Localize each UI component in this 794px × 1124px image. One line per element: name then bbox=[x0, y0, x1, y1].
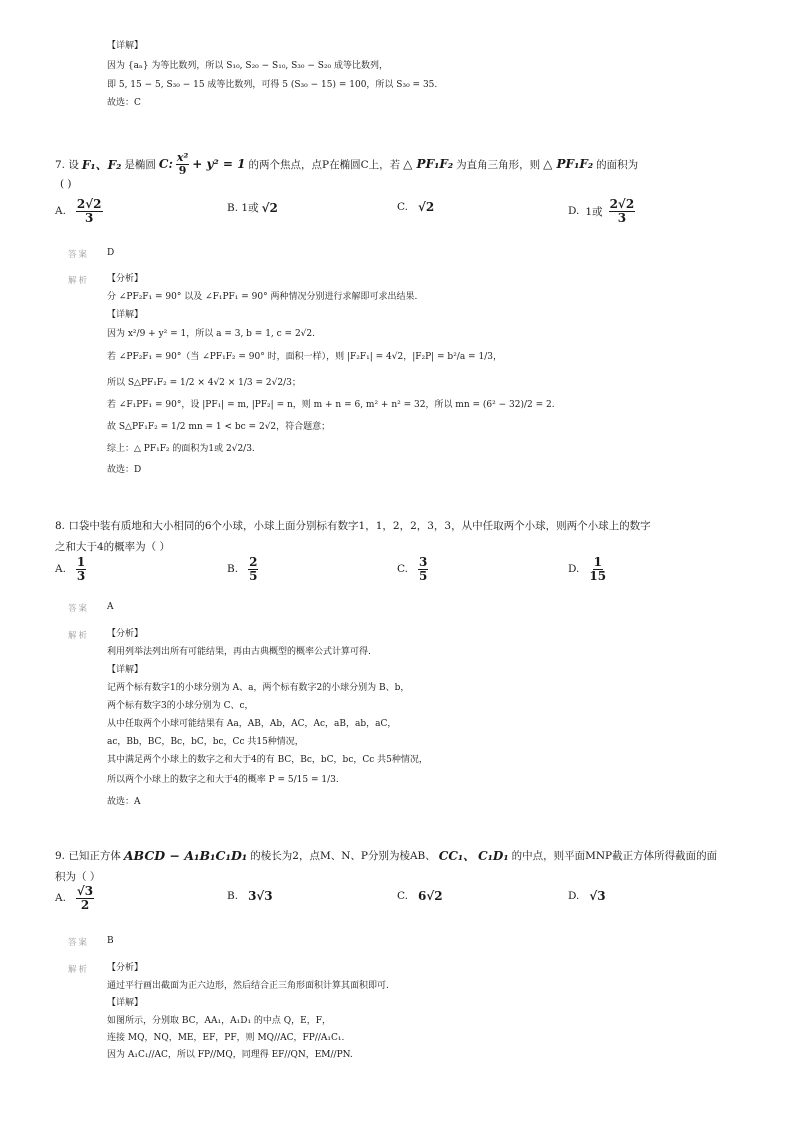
q7-stem-mid2: 的两个焦点，点P在椭圆C上，若 bbox=[248, 158, 401, 171]
q9-stem-line2: 积为（ ） bbox=[55, 871, 101, 883]
q8-opt-d-label: D. bbox=[568, 563, 580, 576]
q7-opt-b-label: B. 1或 bbox=[227, 202, 259, 214]
q9-opt-b-val: 3√3 bbox=[248, 889, 273, 903]
q8-analysis-title: 【分析】 bbox=[107, 629, 144, 639]
q7-stem-mid: 是椭圆 bbox=[124, 158, 156, 171]
q9-opt-b-label: B. bbox=[227, 890, 239, 902]
q7-paren: ( ) bbox=[60, 178, 72, 190]
q9-opt-d-val: √3 bbox=[589, 889, 606, 903]
q7-opt-c-val: √2 bbox=[418, 200, 435, 214]
q8-opt-b-frac bbox=[248, 556, 258, 582]
q7-a5: 若 ∠F₁PF₁ = 90°，设 |PF₁| = m, |PF₂| = n，则 m + n = 6, m² + n² = 32，所以 mn = (6² − 32)/2 = 2. bbox=[107, 400, 555, 410]
q8-analysis-label: 解析 bbox=[68, 631, 90, 641]
q7-opt-d-pre: 1或 bbox=[585, 205, 603, 218]
q6-line2: 即 5, 15 − 5, S₃₀ − 15 成等比数列，可得 5 (S₃₀ − 15) = 100，所以 S₃₀ = 35. bbox=[107, 80, 438, 90]
q9-opt-c-label: C. bbox=[397, 890, 408, 902]
q8-detail-title: 【详解】 bbox=[107, 665, 144, 675]
q9-opt-a-den: 2 bbox=[80, 897, 90, 912]
q8-a1: 利用列举法列出所有可能结果，再由古典概型的概率公式计算可得. bbox=[107, 647, 371, 657]
q9-stem-mid: 的棱长为2，点M、N、P分别为棱AB、 bbox=[250, 850, 436, 862]
q8-opt-c-label: C. bbox=[397, 563, 408, 576]
q8-opt-c-den: 5 bbox=[419, 568, 428, 583]
q8-opt-d-num: 1 bbox=[593, 555, 602, 569]
q9-opt-d-label: D. bbox=[568, 890, 580, 902]
q8-opt-a-frac bbox=[76, 556, 86, 582]
q9-stem bbox=[55, 847, 717, 864]
q8-a2: 记两个标有数字1的小球分别为 A、a，两个标有数字2的小球分别为 B、b， bbox=[107, 683, 410, 693]
q7-option-c bbox=[397, 200, 434, 214]
q7-a1: 分 ∠PF₂F₁ = 90° 以及 ∠F₁PF₁ = 90° 两种情况分别进行求解即可求出结果. bbox=[107, 292, 418, 302]
q9-analysis-title: 【分析】 bbox=[107, 963, 144, 973]
q7-opt-b-val: √2 bbox=[261, 200, 278, 215]
q8-opt-b-label: B. bbox=[227, 563, 239, 576]
q8-opt-a-num: 1 bbox=[76, 555, 86, 569]
q8-a5: ac，Bb，BC，Bc，bC，bc，Cc 共15种情况， bbox=[107, 737, 304, 747]
q9-stem-end: 的中点，则平面MNP截正方体所得截面的面 bbox=[511, 850, 718, 862]
q8-a4: 从中任取两个小球可能结果有 Aa，AB，Ab，AC，Ac，aB，ab，aC， bbox=[107, 719, 397, 729]
q8-a7: 所以两个小球上的数字之和大于4的概率 P = 5/15 = 1/3. bbox=[107, 775, 339, 785]
q7-answer: D bbox=[107, 248, 115, 258]
q9-a3: 连接 MQ，NQ，ME，EF，PF，则 MQ//AC，FP//A₁C₁. bbox=[107, 1033, 345, 1043]
q9-cube: ABCD − A₁B₁C₁D₁ bbox=[123, 848, 248, 863]
q9-option-c bbox=[397, 889, 443, 903]
q7-opt-d-num: 2√2 bbox=[609, 197, 635, 211]
q7-opt-d-label: D. bbox=[568, 205, 580, 218]
q7-option-b bbox=[227, 200, 278, 215]
q9-stem-prefix: 9. 已知正方体 bbox=[55, 850, 121, 862]
q7-option-a bbox=[55, 198, 103, 224]
q7-answer-label: 答案 bbox=[68, 250, 90, 260]
q7-a8: 故选：D bbox=[107, 465, 142, 475]
q8-opt-d-den: 15 bbox=[589, 568, 607, 583]
q7-opt-d-den: 3 bbox=[617, 210, 627, 225]
q8-a6: 其中满足两个小球上的数字之和大于4的有 BC，Bc，bC，bc，Cc 共5种情况， bbox=[107, 755, 428, 765]
q8-option-d bbox=[568, 556, 606, 582]
q7-a6: 故 S△PF₁F₂ = 1/2 mn = 1 < bc = 2√2，符合题意； bbox=[107, 422, 331, 432]
q8-opt-c-frac bbox=[418, 556, 428, 582]
q7-foci: F₁、F₂ bbox=[81, 157, 122, 172]
q8-opt-d-frac bbox=[589, 556, 606, 582]
q8-stem-line1: 8. 口袋中装有质地和大小相同的6个小球，小球上面分别标有数字1，1，2，2，3，3，从中任取两个小球，则两个小球上的数字 bbox=[55, 520, 651, 532]
q7-ellipse-frac bbox=[176, 152, 189, 176]
q7-opt-a-frac bbox=[76, 198, 103, 224]
q7-option-d bbox=[568, 198, 635, 224]
q8-option-a bbox=[55, 556, 86, 582]
q7-analysis-title: 【分析】 bbox=[107, 274, 144, 284]
q7-a2: 因为 x²/9 + y² = 1，所以 a = 3, b = 1, c = 2√2. bbox=[107, 329, 316, 339]
q8-answer-label: 答案 bbox=[68, 604, 90, 614]
q7-stem bbox=[55, 152, 638, 176]
q7-opt-d-frac bbox=[609, 198, 636, 224]
q7-opt-a-den: 3 bbox=[85, 210, 94, 225]
q7-opt-c-label: C. bbox=[397, 201, 408, 213]
q9-c1d1: C₁D₁ bbox=[478, 848, 509, 863]
q7-stem-prefix: 7. 设 bbox=[55, 158, 79, 171]
q6-detail-title: 【详解】 bbox=[107, 41, 144, 51]
q7-a4: 所以 S△PF₁F₂ = 1/2 × 4√2 × 1/3 = 2√2/3； bbox=[107, 378, 301, 388]
q9-option-d bbox=[568, 889, 606, 903]
q7-ellipse-rest: + y² = 1 bbox=[192, 157, 246, 172]
q9-opt-a-frac bbox=[76, 885, 94, 911]
q9-answer-label: 答案 bbox=[68, 938, 90, 948]
q8-opt-a-den: 3 bbox=[76, 568, 86, 583]
q6-line1: 因为 {aₙ} 为等比数列，所以 S₁₀, S₂₀ − S₁₀, S₃₀ − S₂₀ 成等比数列， bbox=[107, 61, 389, 71]
q7-analysis-label: 解析 bbox=[68, 276, 90, 286]
q7-stem-mid3: 为直角三角形，则 bbox=[456, 158, 541, 171]
q8-opt-a-label: A. bbox=[55, 563, 66, 576]
q8-stem-line2: 之和大于4的概率为（ ） bbox=[55, 541, 171, 553]
q8-opt-b-num: 2 bbox=[249, 555, 258, 569]
q8-a3: 两个标有数字3的小球分别为 C、c， bbox=[107, 701, 254, 711]
q7-ellipse-num: x² bbox=[176, 151, 189, 164]
q8-opt-b-den: 5 bbox=[249, 568, 258, 583]
q9-option-a bbox=[55, 885, 94, 911]
q7-ellipse-c: C: bbox=[158, 157, 173, 172]
q8-option-c bbox=[397, 556, 428, 582]
q7-triangle: △ PF₁F₂ bbox=[403, 157, 454, 172]
q9-a4: 因为 A₁C₁//AC，所以 FP//MQ，同理得 EF//QN，EM//PN. bbox=[107, 1050, 353, 1060]
q7-a3: 若 ∠PF₂F₁ = 90°（当 ∠PF₁F₂ = 90° 时，面积一样），则 |F₂F₁| = 4√2，|F₂P| = b²/a = 1/3， bbox=[107, 352, 502, 362]
q9-detail-title: 【详解】 bbox=[107, 998, 144, 1008]
q9-answer: B bbox=[107, 936, 114, 946]
q9-opt-c-val: 6√2 bbox=[418, 889, 443, 903]
q8-a8: 故选：A bbox=[107, 797, 141, 807]
q9-a2: 如图所示，分别取 BC，AA₁，A₁D₁ 的中点 Q，E，F， bbox=[107, 1016, 331, 1026]
q7-opt-a-label: A. bbox=[55, 205, 66, 218]
q9-opt-a-num: √3 bbox=[76, 884, 94, 898]
q8-answer: A bbox=[107, 602, 114, 612]
q9-cc1: CC₁、 bbox=[438, 849, 476, 863]
q9-analysis-label: 解析 bbox=[68, 965, 90, 975]
q8-opt-c-num: 3 bbox=[419, 555, 428, 569]
q9-a1: 通过平行画出截面为正六边形，然后结合正三角形面积计算其面积即可. bbox=[107, 981, 389, 991]
q7-a7: 综上：△ PF₁F₂ 的面积为1或 2√2/3. bbox=[107, 444, 255, 454]
q7-opt-a-num: 2√2 bbox=[76, 197, 102, 211]
q8-option-b bbox=[227, 556, 258, 582]
q6-line3: 故选：C bbox=[107, 98, 141, 108]
q9-opt-a-label: A. bbox=[55, 892, 66, 905]
q7-detail-title: 【详解】 bbox=[107, 310, 144, 320]
q7-triangle-2: △ PF₁F₂ bbox=[543, 157, 594, 172]
q9-option-b bbox=[227, 889, 273, 903]
q7-stem-end: 的面积为 bbox=[596, 158, 639, 171]
q7-ellipse-den: 9 bbox=[178, 163, 187, 177]
